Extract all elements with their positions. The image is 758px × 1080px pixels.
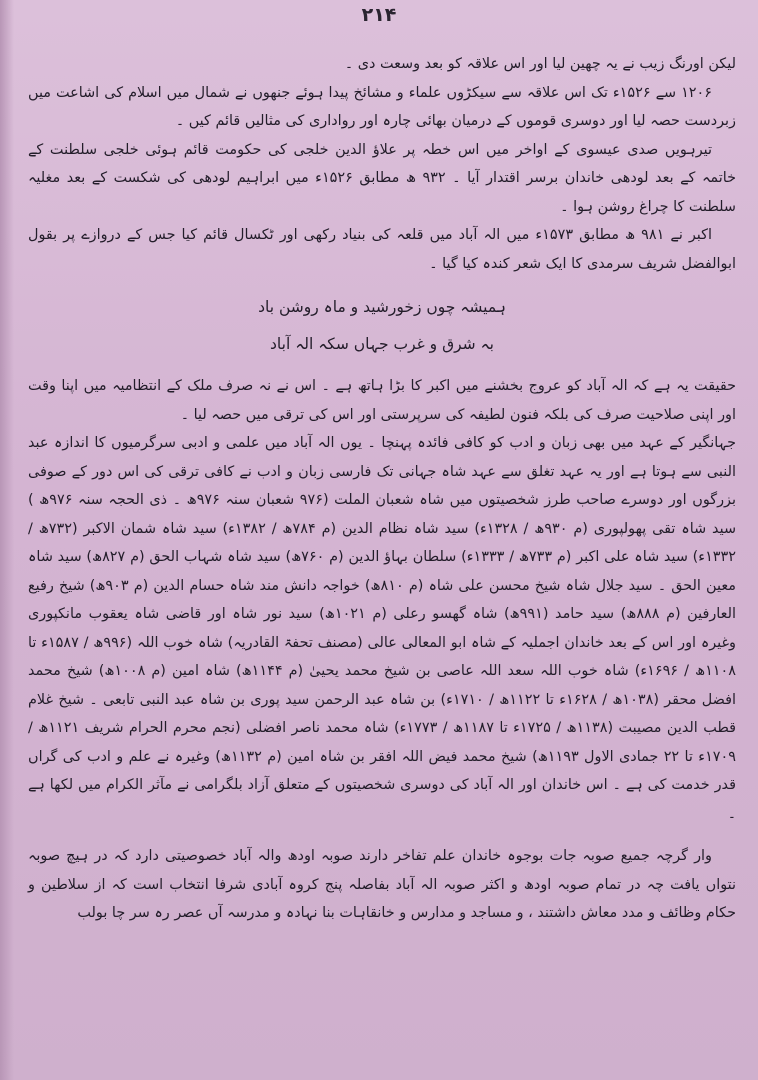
paragraph-1: لیکن اورنگ زیب نے یہ چھین لیا اور اس علاقہ کو بعد وسعت دی ۔ [344,56,736,72]
paragraph-2: ۱۲۰۶ سے ۱۵۲۶ء تک اس علاقہ سے سیکڑوں علماء و مشائخ پیدا ہوئے جنھوں نے شمال میں اسلام کی اشاعت میں زبردست حصہ لیا اور دوسری قوموں کے درمیان بھائی چارہ اور رواداری کی مثالیں قائم کیں ۔ [28,84,736,129]
paragraph-6: جہانگیر کے عہد میں بھی زبان و ادب کو کافی فائدہ پہنچا ۔ یوں الہ آباد میں علمی و ادبی سرگرمیوں کا اندازہ عبد النبی سے ہوتا ہے اور یہ عہد تغلق سے عہد شاہ جہانی تک فارسی زبان و ادب نے کافی ترقی کی اس دور کے صوفی بزرگوں اور دوسرے صاحب طرز شخصیتوں میں شاہ شعبان الملت (۹۷۶ شعبان سنہ ۹۷۶ھ ۔ ذی الحجہ سنہ ۹۷۶ھ ) سید شاہ تقی پھولپوری (م ۹۳۰ھ / ۱۳۲۸ء) سید شاہ نظام الدین (م ۷۸۴ھ / ۱۳۸۲ء) سید شاہ شمان الاکبر (۷۳۲ھ / ۱۳۳۲ء) سید شاہ علی اکبر (م ۷۳۳ھ / ۱۳۳۳ء) سلطان بہاؤ الدین (م ۷۶۰ھ) سید شاہ شہاب الحق (م ۸۲۷ھ) سید شاہ معین الحق ۔ سید جلال شاہ شیخ محسن علی شاہ (م ۸۱۰ھ) خواجہ دانش مند شاہ حسام الدین (م ۹۰۳ھ) شیخ رفیع العارفین (م ۸۸۸ھ) سید حامد (۹۹۱ھ) شاہ گھسو رعلی (م ۱۰۲۱ھ) سید نور شاہ اور قاضی شاہ یعقوب مانکپوری وغیرہ اور اس کے بعد خاندان اجملیہ کے شاہ ابو المعالی عالی (مصنف تحفۃ القادریہ) شاہ خوب اللہ (۹۹۶ھ / ۱۵۸۷ء تا ۱۱۰۸ھ / ۱۶۹۶ء) شاہ خوب اللہ سعد اللہ عاصی بن شیخ محمد یحییٰ (م ۱۱۴۴ھ) شاہ امین (م ۱۰۰۸ھ) شیخ محمد افضل محقر (۱۰۳۸ھ / ۱۶۲۸ء تا ۱۱۲۲ھ / ۱۷۱۰ء) بن شاہ عبد الرحمن سید پوری بن شاہ عبد النبی تابعی ۔ شیخ غلام قطب الدین مصیبت (۱۱۳۸ھ / ۱۷۲۵ء تا ۱۱۸۷ھ / ۱۷۷۳ء) شاہ محمد ناصر افضلی (نجم محرم الحرام شریف ۱۱۲۱ھ / ۱۷۰۹ء تا ۲۲ جمادی الاول ۱۱۹۳ھ) شیخ محمد فیض اللہ افقر بن شاہ امین (م ۱۱۳۲ھ) وغیرہ نے علم و ادب کی گراں قدر خدمت کی ہے ۔ اس خاندان اور الہ آباد کی دوسری شخصیتوں کے متعلق آزاد بلگرامی نے مآثر الکرام میں لکھا ہے ۔ [28,435,737,822]
paragraph-4: اکبر نے ۹۸۱ ھ مطابق ۱۵۷۳ء میں الہ آباد میں قلعہ کی بنیاد رکھی اور ٹکسال قائم کیا جس کے دروازے پر بقول ابوالفضل شریف سرمدی کا ایک شعر کندہ کیا گیا ۔ [28,227,736,272]
persian-verse-line-2: بہ شرق و غرب جہاں سکہ الہ آباد [270,335,494,353]
paragraph-5: حقیقت یہ ہے کہ الہ آباد کو عروج بخشنے میں اکبر کا بڑا ہاتھ ہے ۔ اس نے نہ صرف ملک کے انتظامیہ میں اپنا وقت اور اپنی صلاحیت صرف کی بلکہ فنون لطیفہ کی سرپرستی اور اس کی ترقی میں حصہ لیا ۔ [28,378,736,423]
persian-verse-line-1: ہمیشہ چوں زخورشید و ماہ روشن باد [258,298,506,316]
page-number: ۲۱۴ [361,4,397,26]
persian-quotation-paragraph: وار گرچہ جمیع صوبہ جات بوجوہ خاندان علم تفاخر دارند صوبہ اودھ والہ آباد خصوصیتی دارد کہ در ہیچ صوبہ نتواں یافت چہ در تمام صوبہ اودھ و اکثر صوبہ الہ آباد بفاصلہ پنج کروہ آبادی شرفا انتخاب است کہ از سلاطین و حکام وظائف و مدد معاش داشتند ، و مساجد و مدارس و خانقاہات بنا نہادہ و مدرسہ آں عصر رہ سر چا بولب [28,848,736,921]
paragraph-3: تیرہویں صدی عیسوی کے اواخر میں اس خطہ پر علاؤ الدین خلجی کی حکومت قائم ہوئی خلجی سلطنت کے خاتمہ کے بعد لودھی خاندان برسر اقتدار آیا ۔ ۹۳۲ ھ مطابق ۱۵۲۶ء میں ابراہیم لودھی کی شکست کے بعد مغلیہ سلطنت کا چراغ روشن ہوا ۔ [28,141,736,215]
urdu-body-text [28,50,736,928]
